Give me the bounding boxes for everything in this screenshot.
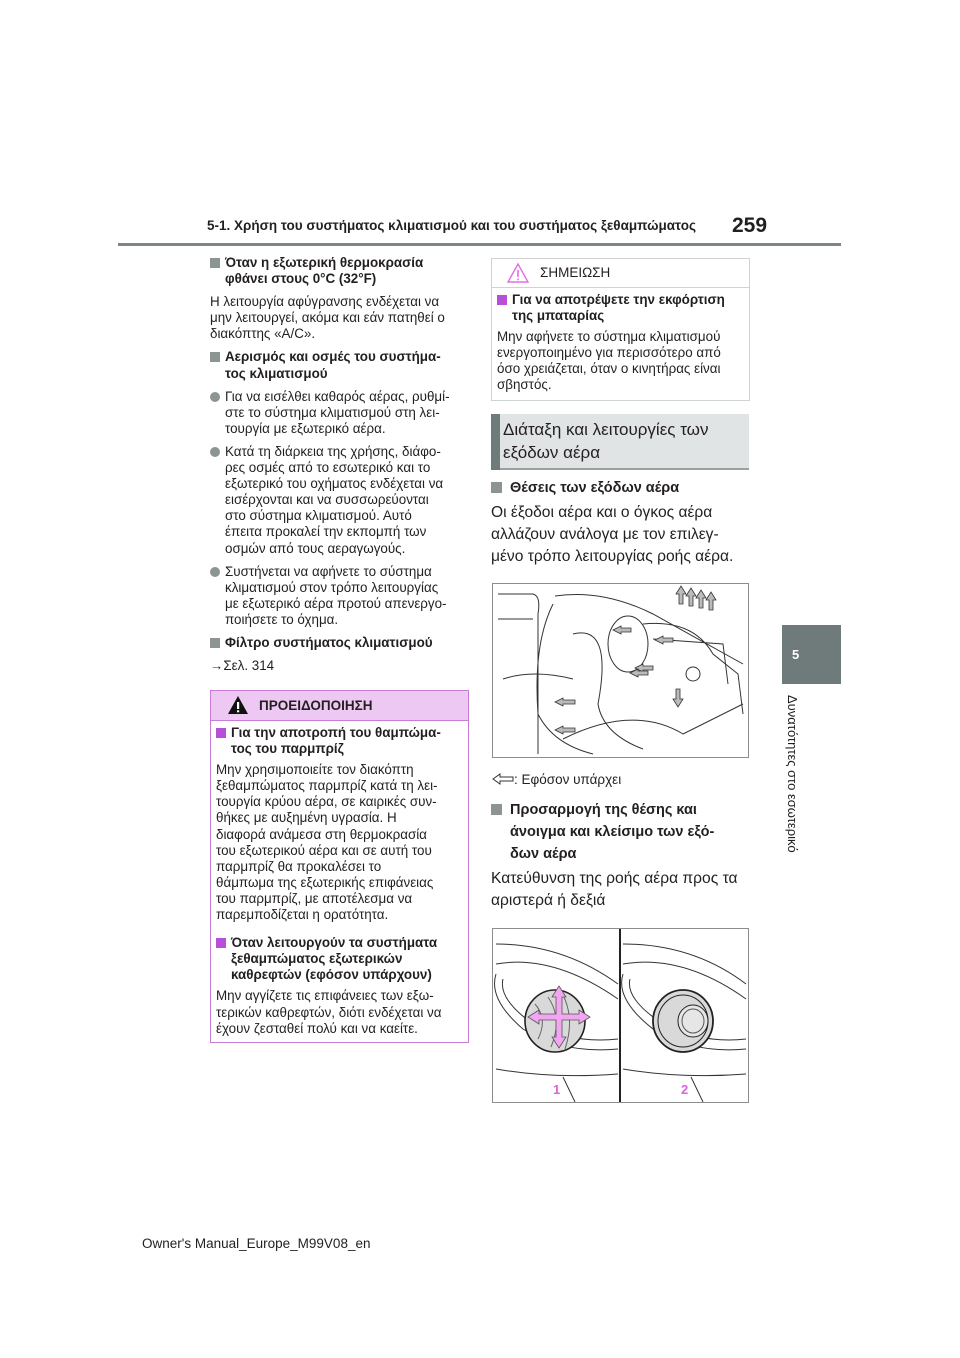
page-reference-link[interactable] [210, 658, 472, 674]
text-line: αριστερά ή δεξιά [491, 892, 606, 909]
warning-text [216, 762, 464, 923]
square-bullet-icon [216, 728, 226, 738]
warning-heading [216, 725, 464, 757]
text-line: τος κλιματισμού [225, 365, 328, 381]
airflow-arrows [555, 586, 716, 734]
text-line: τος του παρμπρίζ [231, 741, 344, 757]
bullet-item [210, 564, 472, 628]
vent-1 [495, 944, 618, 1102]
text-line: τερικών καθρεφτών, διότι ενδέχεται να [216, 1004, 442, 1020]
text-line: τουργία κρύου αέρα, σε καιρικές συν- [216, 794, 437, 810]
square-bullet-icon [210, 258, 220, 268]
arrow-left-outline-icon [492, 773, 514, 785]
warning-title: ΠΡΟΕΙΔΟΠΟΙΗΣΗ [259, 698, 373, 713]
paragraph [210, 294, 472, 342]
text-line: ενεργοποιημένο για περισσότερο από [497, 345, 721, 361]
vent-adjustment-illustration [492, 928, 749, 1103]
text-line: έπειτα προκαλεί την εκπομπή των [225, 524, 427, 540]
text-line: τουργία με εξωτερικό αέρα. [225, 420, 386, 436]
text-line: εισέρχονται και να συσσωρεύονται [225, 492, 429, 508]
figure-label-2: 2 [681, 1082, 689, 1097]
text-line: ξεθαμπώματος εξωτερικών [231, 951, 403, 967]
text-line: μένο τρόπο λειτουργίας ροής αέρα. [491, 548, 734, 565]
text-line: κλιματισμού στον τρόπο λειτουργίας [225, 579, 439, 595]
right-column-text-1 [491, 477, 753, 568]
square-bullet-icon [216, 938, 226, 948]
text-line: όσο χρειάζεται, όταν ο κινητήρας είναι [497, 361, 721, 377]
text-line: έχουν ζεσταθεί πολύ και να καείτε. [216, 1020, 418, 1036]
text-line: στο σύστημα κλιματισμού. Αυτό [225, 508, 412, 524]
text-line: άνοιγμα και κλείσιμο των εξό- [510, 824, 715, 840]
text-line: Μην αφήνετε το σύστημα κλιματισμού [497, 329, 721, 345]
text-line: στε το σύστημα κλιματισμού στη λει- [225, 404, 440, 420]
text-line: ξεθαμπώματος παρμπρίζ κατά τη λει- [216, 778, 438, 794]
circle-bullet-icon [210, 567, 220, 577]
text-line: Για να εισέλθει καθαρός αέρας, ρυθμί- [225, 388, 450, 404]
note-box [491, 258, 750, 401]
text-line: Συστήνεται να αφήνετε το σύστημα [225, 563, 432, 579]
text-line: της μπαταρίας [512, 308, 605, 324]
heading-ventilation-odors [210, 349, 472, 381]
bullet-item [210, 389, 472, 437]
note-text [497, 329, 745, 393]
square-bullet-icon [491, 482, 502, 493]
text-line: Θέσεις των εξόδων αέρα [510, 480, 680, 496]
warning-text [216, 988, 464, 1036]
text-line: διαφορά ανάμεσα στη θερμοκρασία [216, 826, 427, 842]
text-line: Κατεύθυνση της ροής αέρα προς τα [491, 870, 738, 887]
text-line: αλλάζουν ανάλογα με τον επιλεγ- [491, 526, 719, 543]
text-line: σβηστός. [497, 377, 552, 393]
square-bullet-icon [210, 352, 220, 362]
chapter-tab[interactable] [782, 625, 841, 684]
vent-locations-illustration [492, 583, 749, 758]
page-number: 259 [732, 214, 768, 237]
text-line: Αερισμός και οσμές του συστήμα- [225, 349, 441, 365]
square-bullet-icon [491, 804, 502, 815]
text-line: Διάταξη και λειτουργίες των [503, 420, 709, 439]
text-line: εξωτερικό του οχήματος ενδέχεται να [225, 476, 444, 492]
paragraph [491, 502, 753, 568]
text-line: διακόπτης «A/C». [210, 326, 316, 342]
text-line: καθρεφτών (εφόσον υπάρχουν) [231, 967, 432, 983]
text-line: Για την αποτροπή του θαμπώμα- [231, 725, 441, 740]
section-heading-bar [491, 414, 500, 470]
paragraph [491, 868, 753, 912]
warning-triangle-icon [227, 695, 249, 715]
text-line: Μην χρησιμοποιείτε τον διακόπτη [216, 762, 414, 778]
text-line: Οι έξοδοι αέρα και ο όγκος αέρα [491, 504, 713, 521]
warning-header [211, 691, 468, 721]
text-line: ποιήσετε το όχημα. [225, 611, 339, 627]
text-line: Όταν η εξωτερική θερμοκρασία [225, 255, 424, 270]
heading-ac-filter [210, 635, 472, 651]
text-line: →Σελ. 314 [210, 658, 275, 674]
text-line: εξόδων αέρα [503, 443, 601, 462]
text-line: ρες οσμές από το εσωτερικό και το [225, 460, 431, 476]
header-rule [118, 243, 841, 246]
note-heading [497, 292, 745, 324]
legend [492, 772, 621, 787]
text-line: φθάνει στους 0°C (32°F) [225, 271, 377, 287]
warning-box [210, 690, 469, 1043]
text-line: με εξωτερικό αέρα προτού απενεργο- [225, 595, 447, 611]
text-line: δων αέρα [510, 846, 577, 862]
chapter-title: 5-1. Χρήση του συστήματος κλιματισμού και του συστήματος ξεθαμπώματος [207, 218, 696, 233]
text-line: Μην αγγίζετε τις επιφάνειες των εξω- [216, 988, 434, 1004]
chapter-tab-label: Δυνατότητες στο εσωτερικό [785, 695, 800, 853]
text-line: μην λειτουργεί, ακόμα και εάν πατηθεί ο [210, 310, 445, 326]
subheading-outlet-positions [491, 477, 753, 499]
text-line: του εξωτερικού αέρα και σε αυτή του [216, 842, 432, 858]
text-line: θήκες με αυξημένη υγρασία. Η [216, 810, 397, 826]
chapter-tab-number: 5 [792, 647, 800, 662]
bullet-item [210, 444, 472, 557]
figure-label-1: 1 [553, 1082, 561, 1097]
section-heading [491, 414, 749, 470]
square-bullet-icon [210, 638, 220, 648]
legend-text: : Εφόσον υπάρχει [514, 772, 622, 787]
note-title: ΣΗΜΕΙΩΣΗ [540, 265, 611, 280]
subheading-adjust-outlets [491, 799, 753, 865]
text-line: παρεμποδίζεται η ορατότητα. [216, 907, 389, 923]
left-column [210, 255, 472, 674]
square-bullet-icon [497, 295, 507, 305]
text-line: Για να αποτρέψετε την εκφόρτιση [512, 292, 725, 307]
caution-triangle-icon [506, 262, 530, 284]
circle-bullet-icon [210, 447, 220, 457]
text-line: Η λειτουργία αφύγρανσης ενδέχεται να [210, 294, 440, 310]
text-line: του παρμπρίζ, με αποτέλεσμα να [216, 890, 413, 906]
heading-outside-temp [210, 255, 472, 287]
right-column-text-2 [491, 799, 753, 912]
footer-manual-id: Owner's Manual_Europe_M99V08_en [142, 1236, 371, 1251]
text-line: παρμπρίζ θα προκαλέσει το [216, 858, 382, 874]
text-line: Φίλτρο συστήματος κλιματισμού [225, 634, 433, 650]
text-line: Προσαρμογή της θέσης και [510, 802, 697, 818]
circle-bullet-icon [210, 392, 220, 402]
text-line: θάμπωμα της εξωτερικής επιφάνειας [216, 874, 434, 890]
note-header [492, 259, 749, 288]
text-line: Όταν λειτουργούν τα συστήματα [231, 935, 438, 951]
text-line: οσμών από τους αεραγωγούς. [225, 540, 406, 556]
text-line: Κατά τη διάρκεια της χρήσης, διάφο- [225, 443, 441, 459]
vent-2 [622, 944, 746, 1102]
warning-heading [216, 935, 464, 983]
